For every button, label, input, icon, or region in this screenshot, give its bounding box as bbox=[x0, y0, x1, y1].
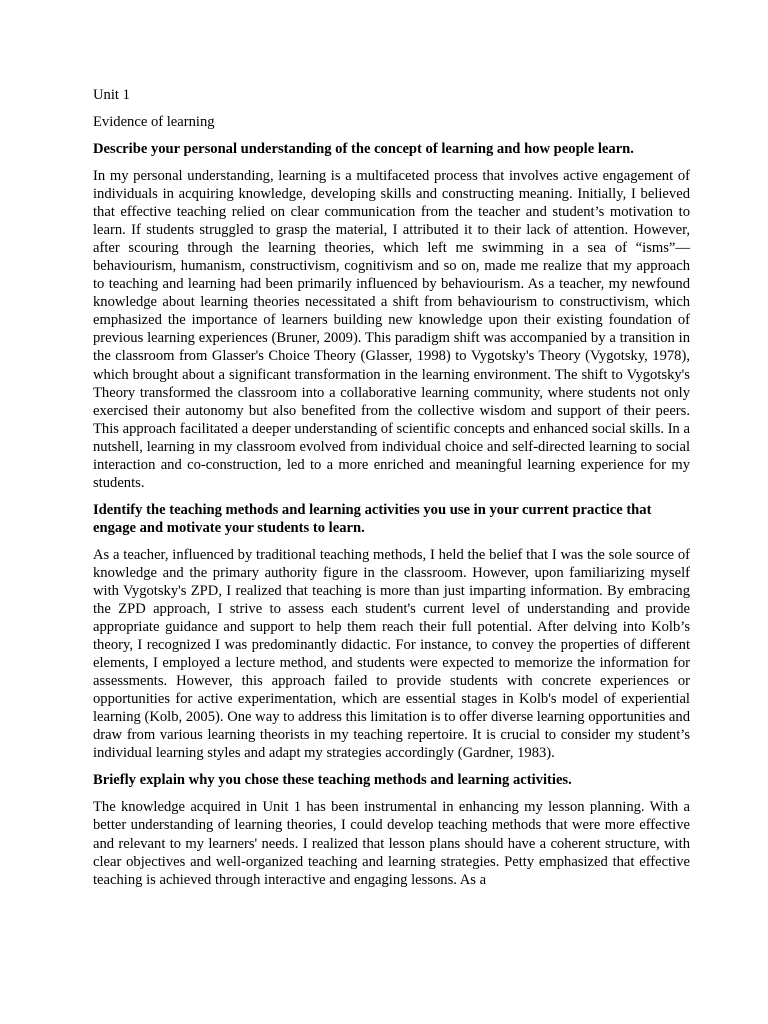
unit-heading: Unit 1 bbox=[93, 87, 130, 103]
answer-2: As a teacher, influenced by traditional teaching methods, I held the belief that I was the sole source of knowledge and the primary authority figure in the classroom. However, upon familiarizing myself with Vygotsky's ZPD, I realized that teaching is more than just imparting information. By embracing the ZPD approach, I strive to assess each student's current level of understanding and provide appropriate guidance and support to help them reach their full potential. After delving into Kolb’s theory, I recognized I was predominantly didactic. For instance, to convey the properties of different elements, I employed a lecture method, and students were expected to memorize the information for assessments. However, this approach failed to provide students with concrete experiences or opportunities for active experimentation, which are essential stages in Kolb's model of experiential learning (Kolb, 2005). One way to address this limitation is to offer diverse learning opportunities and draw from various learning theorists in my teaching repertoire. It is crucial to consider my student’s individual learning styles and adapt my strategies accordingly (Gardner, 1983). bbox=[93, 546, 690, 762]
answer-1: In my personal understanding, learning is a multifaceted process that involves active engagement of individuals in acquiring knowledge, developing skills and constructing meaning. Initially, I believed that effective teaching relied on clear communication from the teacher and student’s motivation to learn. If students struggled to grasp the material, I attributed it to their lack of attention. However, after scouring through the learning theories, which left me swimming in a sea of “isms”— behaviourism, humanism, constructivism, cognitivism and so on, made me realize that my approach to teaching and learning had been primarily influenced by behaviourism. As a teacher, my newfound knowledge about learning theories necessitated a shift from behaviourism to constructivism, which emphasized the importance of learners building new knowledge upon their existing foundation of previous learning experiences (Bruner, 2009). This paradigm shift was accompanied by a transition in the classroom from Glasser's Choice Theory (Glasser, 1998) to Vygotsky's Theory (Vygotsky, 1978), which brought about a significant transformation in the learning environment. The shift to Vygotsky's Theory transformed the classroom into a collaborative learning community, where students not only exercised their autonomy but also benefited from the collective wisdom and support of their peers. This approach facilitated a deeper understanding of scientific concepts and enhanced social skills. In a nutshell, learning in my classroom evolved from individual choice and self-directed learning to social interaction and co-construction, led to a more enriched and meaningful learning experience for my students. bbox=[93, 168, 690, 491]
question-1: Describe your personal understanding of the concept of learning and how people learn. bbox=[93, 141, 634, 157]
section-subtitle: Evidence of learning bbox=[93, 114, 215, 130]
answer-3: The knowledge acquired in Unit 1 has been instrumental in enhancing my lesson planning. With a better understanding of learning theories, I could develop teaching methods that were more effective and relevant to my learners' needs. I realized that lesson plans should have a coherent structure, with clear objectives and well-organized teaching and learning strategies. Petty emphasized that effective teaching is achieved through interactive and engaging lessons. As a bbox=[93, 799, 690, 888]
question-2: Identify the teaching methods and learning activities you use in your current practice that engage and motivate your students to learn. bbox=[93, 501, 652, 536]
question-3: Briefly explain why you chose these teaching methods and learning activities. bbox=[93, 772, 572, 789]
